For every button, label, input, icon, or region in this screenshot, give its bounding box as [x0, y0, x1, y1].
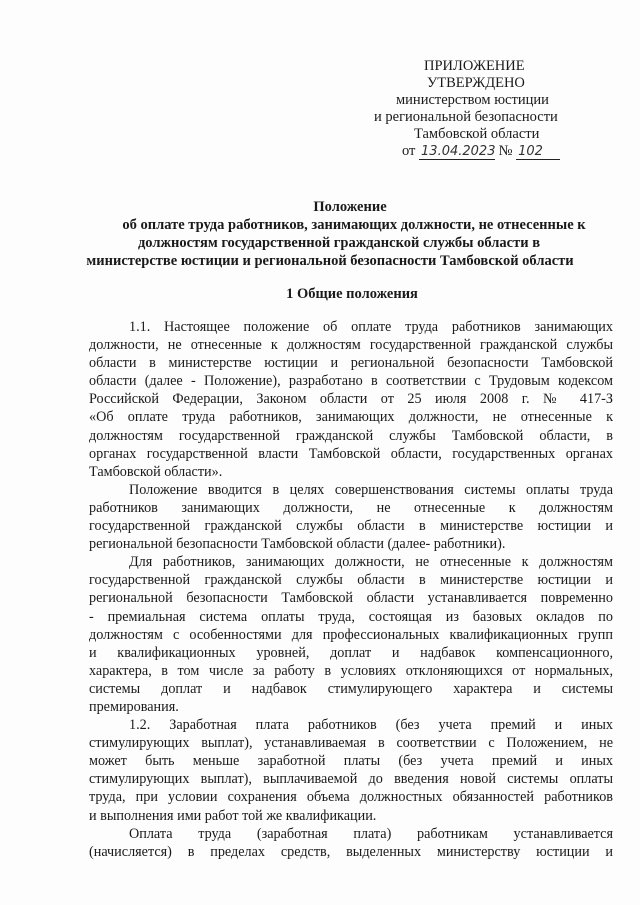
- approver-line-1: министерством юстиции: [396, 92, 549, 108]
- approver-line-3: Тамбовской области: [414, 126, 540, 142]
- body-line: Российской Федерации, Законом области от 25 июля 2008 г. № 417-З: [89, 391, 613, 408]
- section-heading: 1 Общие положения: [286, 286, 418, 302]
- body-line: должности, не отнесенные к должностям государственной гражданской службы: [89, 337, 613, 354]
- body-line: стимулирующих выплат), выплачиваемой до введения новой системы оплаты: [89, 771, 613, 788]
- body-line: государственной гражданской службы области в министерстве юстиции и: [89, 572, 613, 589]
- body-line: - премиальная система оплаты труда, состоящая из базовых окладов по: [89, 608, 613, 625]
- handwritten-date: 13.04.2023: [421, 144, 496, 159]
- body-line: 1.2. Заработная плата работников (без учета премий и иных: [129, 717, 613, 734]
- document-title: [40, 198, 620, 270]
- body-line: стимулирующих выплат), устанавливаемая в соответствии с Положением, не: [89, 735, 613, 752]
- title-line-3: министерстве юстиции и региональной безопасности Тамбовской области: [86, 253, 574, 269]
- body-line: 1.1. Настоящее положение об оплате труда работников занимающих: [129, 319, 613, 335]
- title-line-0: Положение: [313, 199, 387, 215]
- body-line: органах государственной власти Тамбовской области, государственных органах: [89, 445, 613, 462]
- body-line: Оплата труда (заработная плата) работникам устанавливается: [129, 825, 613, 842]
- approver-line-2: и региональной безопасности: [374, 109, 558, 125]
- body-line: может быть меньше заработной платы (без учета премий и иных: [89, 753, 613, 770]
- body-line: государственной гражданской службы области в министерстве юстиции и: [89, 518, 613, 535]
- date-prefix: от: [402, 143, 416, 159]
- body-line: и выполнения ими работ той же квалификации.: [89, 807, 377, 824]
- appendix-label: ПРИЛОЖЕНИЕ: [424, 58, 525, 74]
- body-line: области (далее - Положение), разработано в соответствии с Трудовым кодексом: [89, 373, 613, 390]
- title-line-2: должностям государственной гражданской службы области в: [137, 235, 541, 251]
- body-line: характера, в том числе за работу в условиях отклоняющихся от нормальных,: [89, 662, 613, 679]
- body-line: должностям с особенностями для профессиональных квалификационных групп: [89, 626, 613, 643]
- body-line: региональной безопасности Тамбовской области устанавливается повременно: [89, 590, 613, 607]
- body-line: премирования.: [89, 698, 179, 715]
- body-line: «Об оплате труда работников, занимающих должности, не отнесенные к: [89, 409, 613, 426]
- body-line: области в министерстве юстиции и региональной безопасности Тамбовской: [89, 355, 613, 372]
- approved-label: УТВЕРЖДЕНО: [427, 75, 525, 91]
- body-line: региональной безопасности Тамбовской области (далее- работники).: [89, 536, 506, 553]
- body-line: системы доплат и надбавок стимулирующего характера и системы: [89, 680, 613, 697]
- body-line: должностям государственной гражданской службы Тамбовской области, в: [89, 427, 613, 444]
- body-line: (начисляется) в пределах средств, выделенных министерству юстиции и: [89, 843, 613, 860]
- handwritten-number: 102: [516, 145, 560, 160]
- body-line: Тамбовской области».: [89, 463, 223, 480]
- body-text: [89, 318, 613, 861]
- body-line: Положение вводится в целях совершенствования системы оплаты труда: [129, 481, 613, 498]
- approval-date-number: [372, 143, 582, 160]
- body-line: и квалификационных уровней, доплат и надбавок компенсационного,: [89, 644, 613, 661]
- title-line-1: об оплате труда работников, занимающих должности, не отнесенные к: [122, 217, 586, 233]
- approval-stamp-block: [372, 58, 582, 160]
- body-line: Для работников, занимающих должности, не отнесенные к должностям: [129, 554, 613, 571]
- body-line: работников занимающих должности, не отнесенные к должностям: [89, 499, 613, 516]
- number-prefix: №: [498, 143, 513, 159]
- body-line: труда, при условии сохранения объема должностных обязанностей работников: [89, 789, 613, 806]
